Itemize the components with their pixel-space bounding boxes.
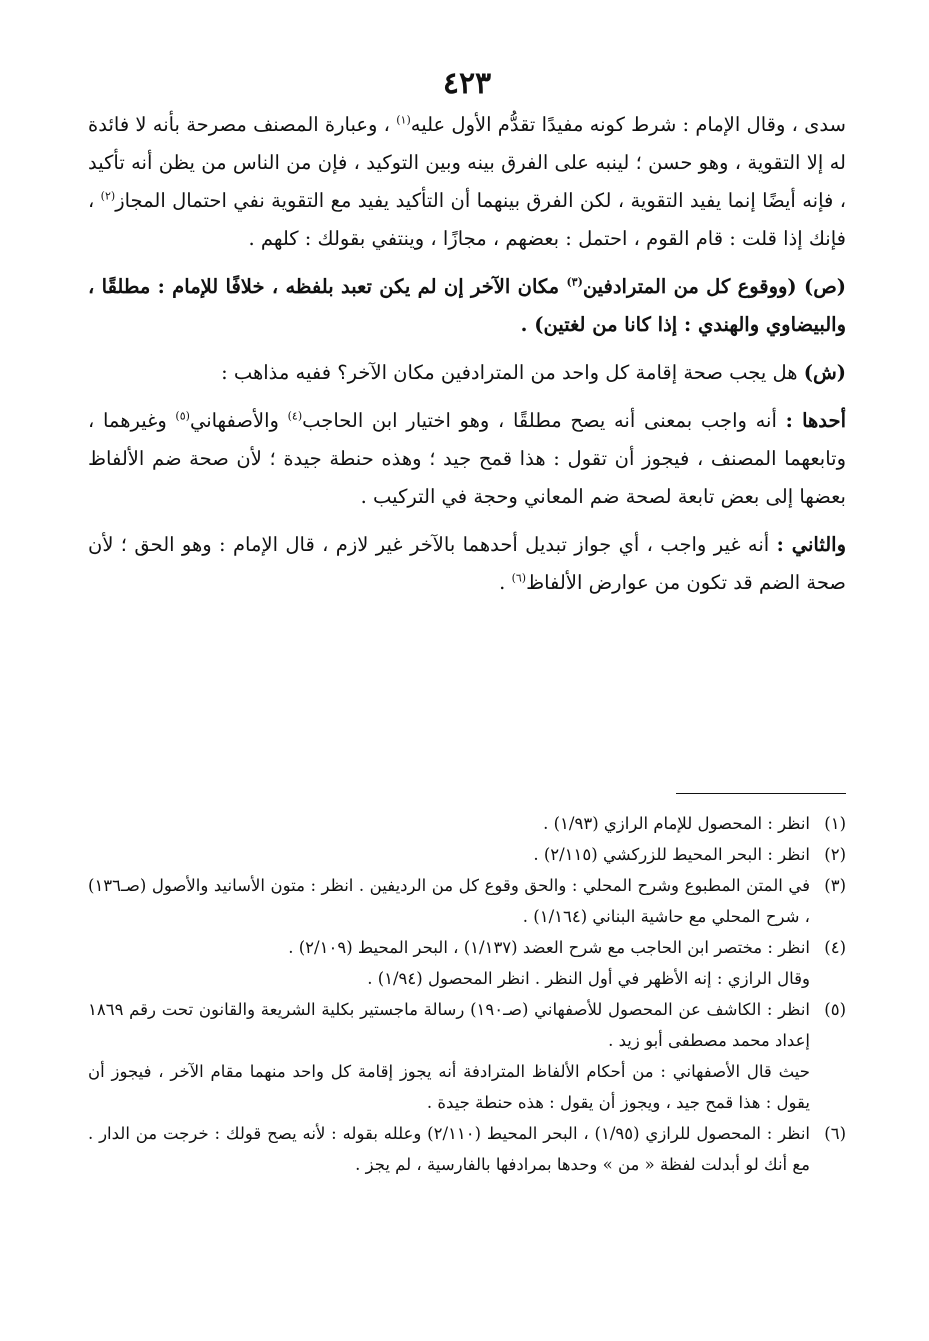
paragraph-5: والثاني : أنه غير واجب ، أي جواز تبديل أحدهما بالآخر غير لازم ، قال الإمام : وهو الحق ؛ لأن صحة الضم قد تكون من عوارض الألفاظ$^{(٦)}$ .	[88, 533, 846, 594]
footnote-ref-5[interactable]: (٥)	[175, 409, 190, 423]
footnote-1	[88, 808, 846, 839]
paragraph-2-matn: (ص) (ووقوع كل من المترادفين$^{(٣)}$ مكان الآخر إن لم يكن تعبد بلفظه ، خلافًا للإمام : مطلقًا ، والبيضاوي والهندي : إذا كانا من لغتين) .	[88, 275, 847, 336]
footnote-ref-4[interactable]: (٤)	[287, 409, 303, 423]
footnote-4-continuation: وقال الرازي : إنه الأظهر في أول النظر . انظر المحصول (١/٩٤) .	[367, 969, 810, 988]
footnote-6	[88, 1118, 846, 1180]
first-opinion-label: أحدها :	[785, 409, 846, 432]
footnote-text: في المتن المطبوع وشرح المحلي : والحق وقوع كل من الرديفين . انظر : متون الأسانيد والأصول (صـ١٣٦) ، شرح المحلي مع حاشية البناني (١/١٦٤) .	[88, 876, 810, 926]
footnote-text: انظر : مختصر ابن الحاجب مع شرح العضد (١/١٣٧) ، البحر المحيط (٢/١٠٩) .	[288, 938, 810, 957]
footnote-5	[88, 994, 846, 1056]
footnote-4	[88, 932, 846, 963]
main-text	[88, 106, 846, 602]
footnote-text: انظر : المحصول للرازي (١/٩٥) ، البحر المحيط (٢/١١٠) وعلله بقوله : لأنه يصح قولك : خرجت من الدار . مع أنك لو أبدلت لفظة « من » وحدها بمرادفها بالفارسية ، لم يجز .	[88, 1124, 810, 1174]
footnote-number: (٥)	[824, 1000, 846, 1019]
footnote-ref-6[interactable]: (٦)	[511, 571, 527, 585]
footnote-ref-3[interactable]: (٣)	[566, 275, 583, 289]
paragraph-3-sharh: (ش) هل يجب صحة إقامة كل واحد من المترادفين مكان الآخر؟ ففيه مذاهب :	[221, 361, 846, 384]
footnote-text: انظر : الكاشف عن المحصول للأصفهاني (صـ١٩٠) رسالة ماجستير بكلية الشريعة والقانون تحت رقم ١٨٦٩ إعداد محمد مصطفى أبو زيد .	[88, 1000, 810, 1050]
footnote-3	[88, 870, 846, 932]
footnote-number: (٣)	[824, 876, 846, 895]
sharh-marker: (ش)	[803, 361, 846, 384]
paragraph-1: سدى ، وقال الإمام : شرط كونه مفيدًا تقدُّم الأول عليه$^{(١)}$ ، وعبارة المصنف مصرحة بأنه لا فائدة له إلا التقوية ، وهو حسن ؛ لينبه على الفرق بينه وبين التوكيد ، فإن من الناس من يظن أنه تأكيد ، فإنه أيضًا إنما يفيد التقوية ، لكن الفرق بينهما أن التأكيد يفيد مع التقوية نفي احتمال المجاز$^{(٢)}$ ، فإنك إذا قلت : قام القوم ، احتمل : بعضهم ، مجازًا ، وينتفي بقولك : كلهم .	[88, 113, 847, 250]
footnote-divider	[676, 793, 846, 794]
footnote-number: (٦)	[824, 1124, 846, 1143]
footnote-ref-1[interactable]: (١)	[396, 113, 411, 127]
footnote-ref-2[interactable]: (٢)	[100, 189, 116, 203]
footnote-number: (٤)	[824, 938, 846, 957]
paragraph-4: أحدها : أنه واجب بمعنى أنه يصح مطلقًا ، وهو اختيار ابن الحاجب$^{(٤)}$ والأصفهاني$^{(٥)}$ وغيرهما ، وتابعهما المصنف ، فيجوز أن تقول : هذا قمح جيد ؛ وهذه حنطة جيدة ؛ لأن صحة ضم الألفاظ بعضها إلى بعض تابعة لصحة ضم المعاني وحجة في التركيب .	[88, 409, 846, 508]
footnote-number: (١)	[824, 814, 846, 833]
footnote-2	[88, 839, 846, 870]
page-number: ٤٢٣	[442, 66, 492, 101]
footnote-number: (٢)	[824, 845, 846, 864]
footnote-text: انظر : المحصول للإمام الرازي (١/٩٣) .	[543, 814, 810, 833]
footnotes	[88, 808, 846, 1180]
footnote-text: انظر : البحر المحيط للزركشي (٢/١١٥) .	[533, 845, 810, 864]
footnote-5-continuation: حيث قال الأصفهاني : من أحكام الألفاظ المترادفة أنه يجوز إقامة كل واحد منهما مقام الآخر ، فيجوز أن يقول : هذا قمح جيد ، ويجوز أن يقول : هذه حنطة جيدة .	[88, 1062, 810, 1112]
second-opinion-label: والثاني :	[776, 533, 846, 556]
book-page	[88, 0, 846, 1341]
